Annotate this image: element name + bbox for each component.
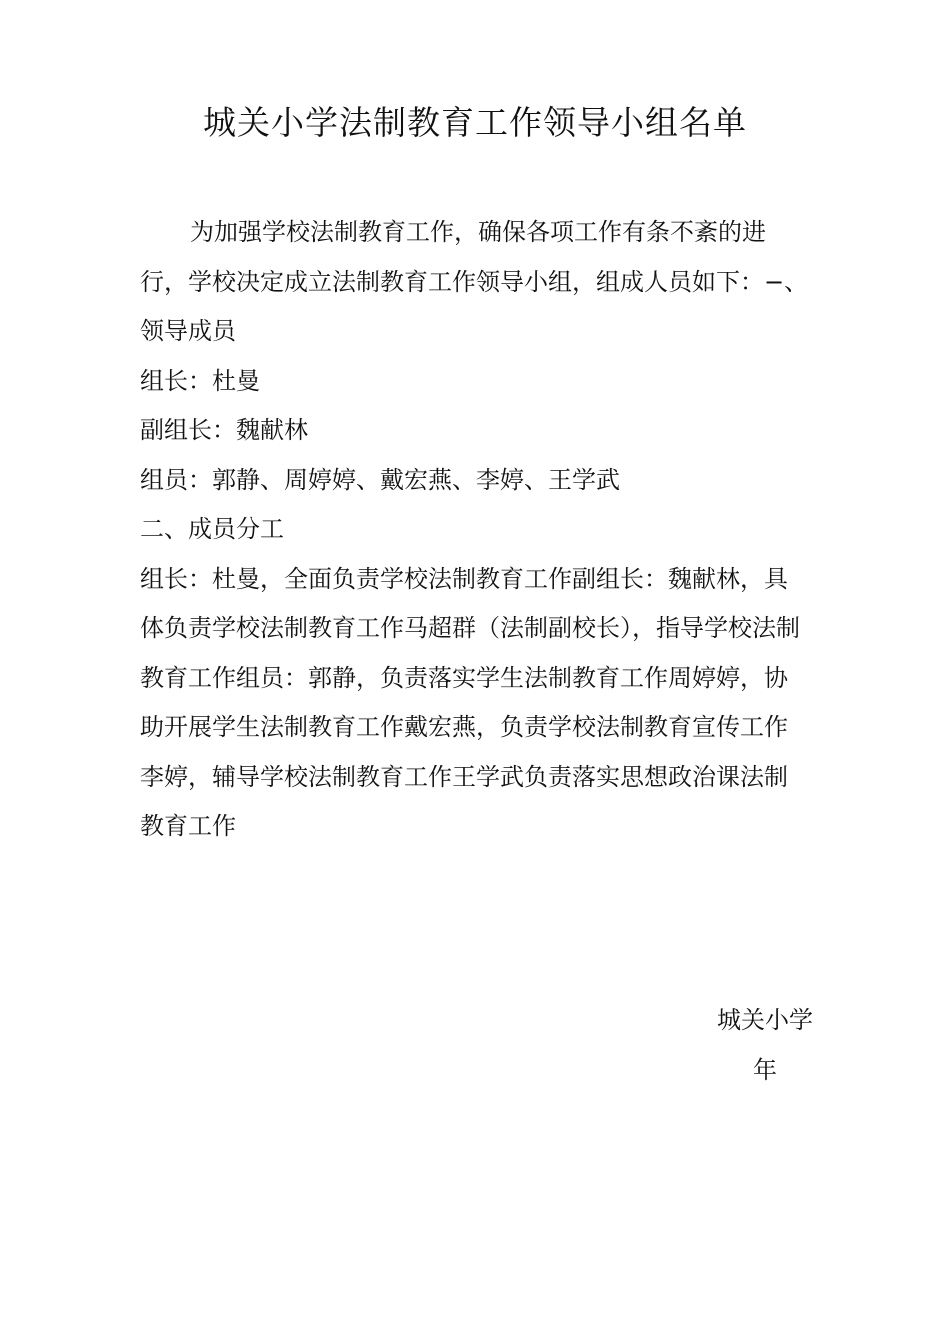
- signature-date: 年: [753, 1056, 777, 1084]
- section-two-heading: 二、成员分工: [140, 515, 284, 543]
- deputy-leader-line: 副组长：魏献林: [140, 416, 308, 444]
- leader-line: 组长：杜曼: [140, 366, 260, 395]
- intro-paragraph: 为加强学校法制教育工作，确保各项工作有条不紊的进行，学校决定成立法制教育工作领导小组，组成人员如下：−、领导成员: [140, 218, 809, 345]
- document-title: 城关小学法制教育工作领导小组名单: [203, 103, 747, 142]
- signature-block: [700, 995, 830, 1095]
- signature-school: 城关小学: [717, 1006, 813, 1034]
- division-of-work-paragraph: 组长：杜曼，全面负责学校法制教育工作副组长：魏献林，具体负责学校法制教育工作马超群（法制副校长），指导学校法制教育工作组员：郭静，负责落实学生法制教育工作周婷婷，协助开展学生法制教育工作戴宏燕，负责学校法制教育宣传工作李婷，辅导学校法制教育工作王学武负责落实思想政治课法制教育工作: [140, 564, 800, 840]
- document-body: [140, 208, 810, 852]
- members-line: 组员：郭静、周婷婷、戴宏燕、李婷、王学武: [140, 465, 620, 494]
